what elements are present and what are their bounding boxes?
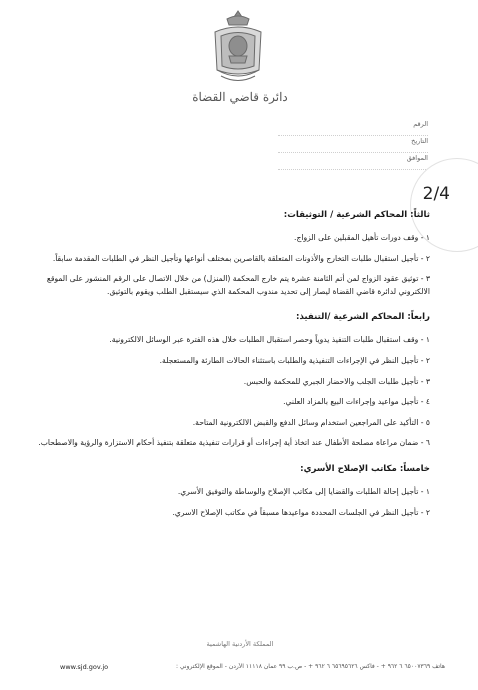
list-item: ٢ - تأجيل استقبال طلبات التخارج والأذونات المتعلقة بالقاصرين بمختلف أنواعها وتأجيل النظر في الطلبات المقدمة سابقاً. [52,253,430,263]
list-item: ١ - تأجيل إحالة الطلبات والقضايا إلى مكاتب الإصلاح والوساطة والتوفيق الأسري. [177,486,430,496]
list-item: ١ - وقف دورات تأهيل المقبلين على الزواج. [294,233,430,242]
list-item: ٣ - تأجيل طلبات الجلب والاحضار الجبري للمحكمة والحبس. [243,376,430,386]
list-item: ١ - وقف استقبال طلبات التنفيذ يدوياً وحصر استقبال الطلبات خلال هذه الفترة عبر الوسائل الالكترونية. [109,335,430,345]
section-heading: ثالثاً: المحاكم الشرعية / التوثيقات: [283,210,430,220]
section-sharia-documentation [30,210,430,298]
reference-date-label: التاريخ [278,137,428,153]
footer-title: المملكة الأردنية الهاشمية [206,640,274,648]
reference-number-label: الرقم [278,120,428,136]
section-family-reconciliation [30,464,430,519]
footer-contact: هاتف ٦٥٠٠٧٣٦٩ ٦ ٩٦٢ + - فاكس ٦٥٦٩٥٦٢٦ ٦ ٩٦٢ + - ص.ب ٩٩ عمان ١١١١٨ الأردن - الموقع الإلكتروني : [175,663,445,670]
page-number: 2/4 [422,184,450,204]
list-item: ٢ - تأجيل النظر في الإجراءات التنفيذية والطلبات باستثناء الحالات الطارئة والمستعجلة. [159,355,430,365]
reference-corresponding-label: الموافق [278,154,428,170]
document-body [30,210,430,527]
section-sharia-execution [30,312,430,450]
organization-name: دائرة قاضي القضاة [192,90,288,104]
section-heading: رابعاً: المحاكم الشرعية /التنفيذ: [296,312,430,323]
footer-website-link[interactable]: www.sjd.gov.jo [60,663,109,671]
jordan-coat-of-arms-icon [207,8,269,88]
list-item: ٦ - ضمان مراعاة مصلحة الأطفال عند اتخاذ أية إجراءات أو قرارات تنفيذية متعلقة بتنفيذ أحكام الاستزارة والرؤية والاصطحاب. [38,438,430,448]
list-item: ٢ - تأجيل النظر في الجلسات المحددة مواعيدها مسبقاً في مكاتب الإصلاح الاسري. [172,507,430,517]
list-item: ٣ - توثيق عقود الزواج لمن أتم الثامنة عشرة يتم خارج المحكمة (المنزل) من خلال الاتصال على الرقم المنشور على الموقع الالكتروني لدائرة قاضي القضاة ليصار إلى تحديد مندوب المحكمة الذي سيستقبل الطلب ويقوم بالتوثيق. [46,274,430,296]
section-heading: خامساً: مكاتب الإصلاح الأسري: [300,463,430,474]
reference-block [278,120,428,171]
list-item: ٤ - تأجيل مواعيد وإجراءات البيع بالمزاد العلني. [283,397,430,407]
list-item: ٥ - التأكيد على المراجعين استخدام وسائل الدفع والقبض الالكترونية المتاحة. [192,417,430,427]
